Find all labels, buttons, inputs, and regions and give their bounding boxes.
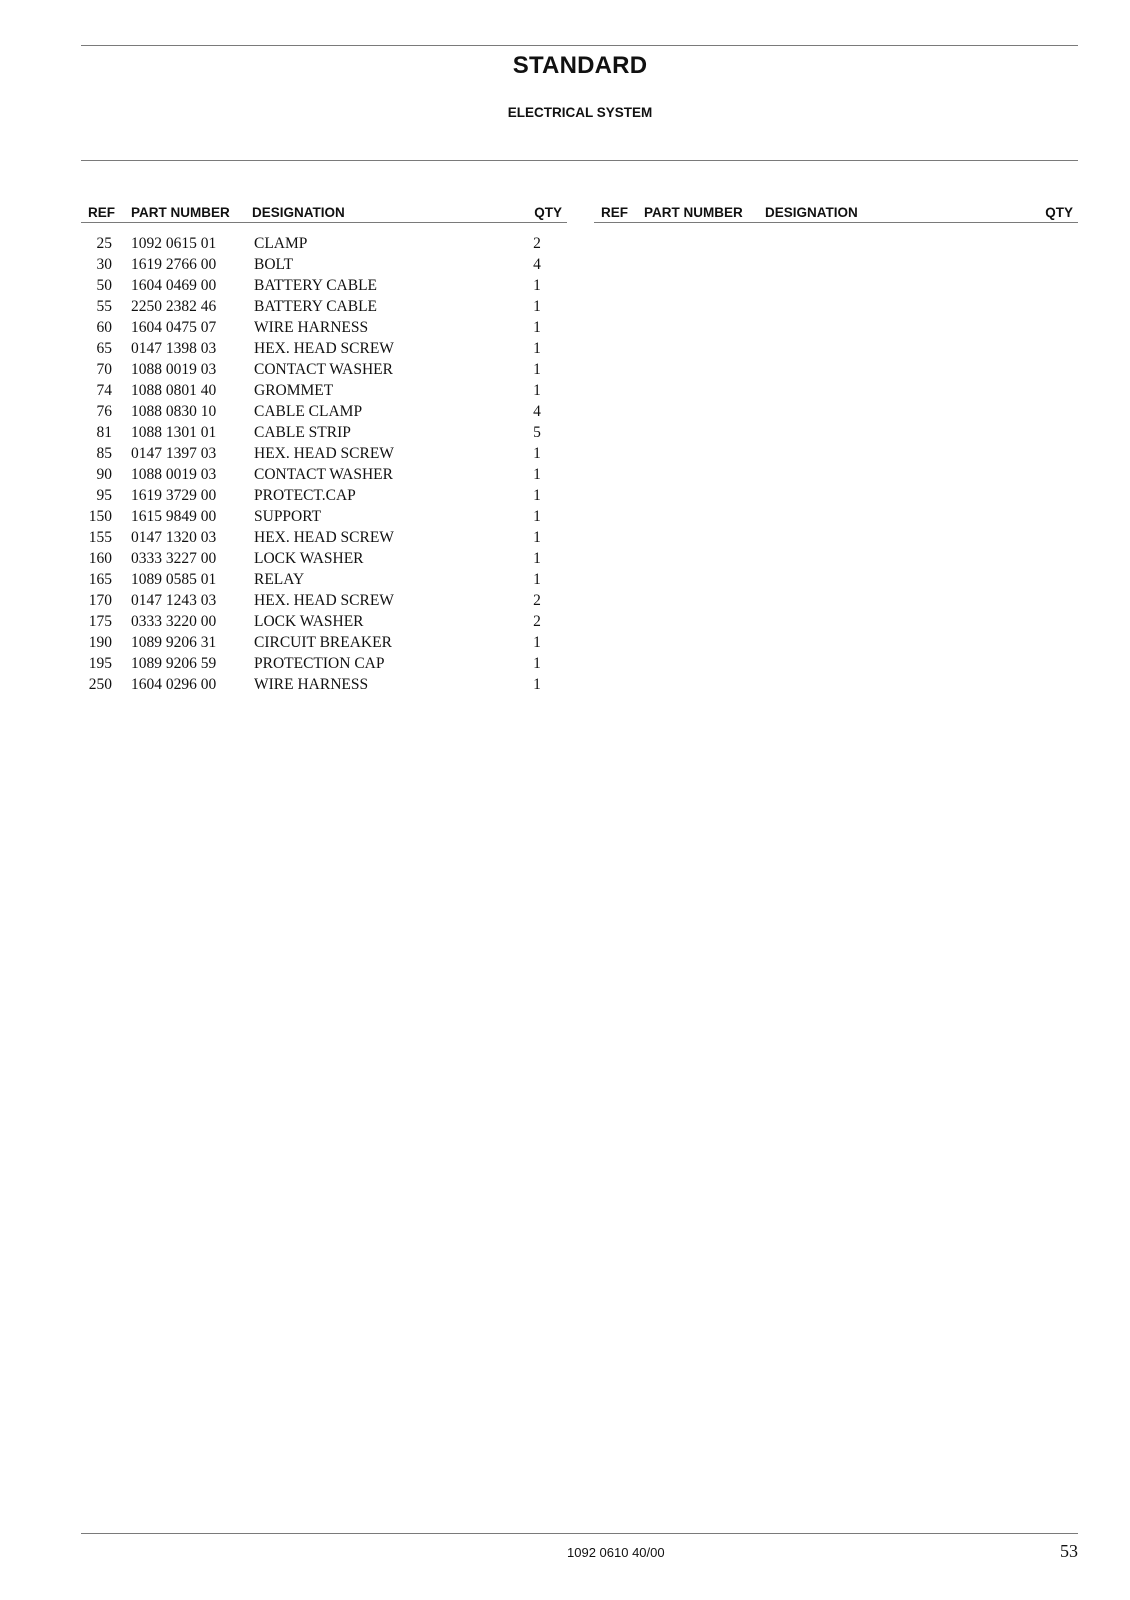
- table-row: [81, 590, 567, 611]
- cell-ref: 30: [96, 256, 112, 273]
- table-row: [81, 653, 567, 674]
- table-header: [81, 202, 567, 223]
- cell-ref: 65: [96, 340, 112, 357]
- cell-part-number: 1615 9849 00: [131, 508, 217, 525]
- cell-designation: HEX. HEAD SCREW: [254, 592, 394, 609]
- cell-part-number: 1088 0801 40: [131, 382, 217, 399]
- cell-part-number: 1089 9206 31: [131, 634, 217, 651]
- cell-ref: 81: [96, 424, 112, 441]
- table-row: [81, 485, 567, 506]
- cell-part-number: 0147 1243 03: [131, 592, 217, 609]
- col-header-qty: QTY: [534, 205, 562, 220]
- col-header-ref: REF: [88, 205, 115, 220]
- cell-part-number: 1604 0475 07: [131, 319, 217, 336]
- cell-ref: 165: [88, 571, 112, 588]
- cell-designation: CLAMP: [254, 235, 308, 252]
- cell-qty: 1: [533, 676, 541, 693]
- cell-part-number: 1088 0019 03: [131, 466, 217, 483]
- cell-qty: 1: [533, 277, 541, 294]
- cell-qty: 2: [533, 613, 541, 630]
- cell-part-number: 1619 3729 00: [131, 487, 217, 504]
- table-row: [81, 254, 567, 275]
- cell-designation: PROTECT.CAP: [254, 487, 356, 504]
- cell-part-number: 0147 1397 03: [131, 445, 217, 462]
- section-subtitle: ELECTRICAL SYSTEM: [507, 105, 653, 120]
- cell-qty: 4: [533, 403, 541, 420]
- cell-ref: 25: [96, 235, 112, 252]
- cell-ref: 175: [88, 613, 112, 630]
- table-row: [81, 317, 567, 338]
- cell-designation: PROTECTION CAP: [254, 655, 385, 672]
- cell-qty: 1: [533, 655, 541, 672]
- cell-qty: 1: [533, 550, 541, 567]
- cell-designation: BATTERY CABLE: [254, 298, 378, 315]
- cell-designation: HEX. HEAD SCREW: [254, 445, 394, 462]
- cell-qty: 4: [533, 256, 541, 273]
- footer-divider: [81, 1533, 1078, 1534]
- cell-designation: LOCK WASHER: [254, 613, 364, 630]
- cell-designation: RELAY: [254, 571, 305, 588]
- cell-ref: 150: [88, 508, 112, 525]
- col-header-qty: QTY: [1045, 205, 1073, 220]
- table-row: [81, 275, 567, 296]
- cell-designation: CONTACT WASHER: [254, 361, 393, 378]
- table-row: [81, 527, 567, 548]
- cell-part-number: 1088 0830 10: [131, 403, 217, 420]
- table-row: [81, 464, 567, 485]
- table-header: [594, 202, 1078, 223]
- cell-part-number: 2250 2382 46: [131, 298, 217, 315]
- col-header-designation: DESIGNATION: [252, 205, 345, 220]
- cell-designation: CABLE STRIP: [254, 424, 351, 441]
- parts-table-left: [81, 202, 567, 695]
- cell-designation: SUPPORT: [254, 508, 322, 525]
- cell-ref: 76: [96, 403, 112, 420]
- cell-ref: 155: [88, 529, 112, 546]
- cell-ref: 170: [88, 592, 112, 609]
- table-row: [81, 422, 567, 443]
- table-row: [81, 632, 567, 653]
- cell-part-number: 1088 1301 01: [131, 424, 217, 441]
- cell-part-number: 1619 2766 00: [131, 256, 217, 273]
- cell-designation: LOCK WASHER: [254, 550, 364, 567]
- cell-qty: 1: [533, 571, 541, 588]
- cell-ref: 90: [96, 466, 112, 483]
- cell-part-number: 1604 0469 00: [131, 277, 217, 294]
- cell-part-number: 1604 0296 00: [131, 676, 217, 693]
- table-row: [81, 380, 567, 401]
- cell-designation: BOLT: [254, 256, 294, 273]
- col-header-ref: REF: [601, 205, 628, 220]
- page-title: STANDARD: [512, 52, 648, 79]
- cell-ref: 160: [88, 550, 112, 567]
- cell-ref: 70: [96, 361, 112, 378]
- cell-qty: 1: [533, 319, 541, 336]
- cell-part-number: 1088 0019 03: [131, 361, 217, 378]
- parts-table-right: [594, 202, 1078, 223]
- table-row: [81, 611, 567, 632]
- cell-qty: 1: [533, 634, 541, 651]
- cell-ref: 85: [96, 445, 112, 462]
- table-row: [81, 338, 567, 359]
- cell-designation: BATTERY CABLE: [254, 277, 378, 294]
- cell-qty: 1: [533, 361, 541, 378]
- table-row: [81, 548, 567, 569]
- cell-ref: 55: [96, 298, 112, 315]
- cell-ref: 195: [88, 655, 112, 672]
- table-row: [81, 674, 567, 695]
- cell-designation: HEX. HEAD SCREW: [254, 340, 394, 357]
- cell-designation: GROMMET: [254, 382, 334, 399]
- cell-qty: 1: [533, 508, 541, 525]
- cell-ref: 190: [88, 634, 112, 651]
- cell-part-number: 1089 0585 01: [131, 571, 217, 588]
- cell-part-number: 1089 9206 59: [131, 655, 217, 672]
- cell-designation: CABLE CLAMP: [254, 403, 363, 420]
- cell-qty: 1: [533, 529, 541, 546]
- cell-qty: 5: [533, 424, 541, 441]
- col-header-designation: DESIGNATION: [765, 205, 858, 220]
- cell-ref: 60: [96, 319, 112, 336]
- top-divider: [81, 45, 1078, 46]
- document-number: 1092 0610 40/00: [567, 1545, 665, 1560]
- cell-ref: 95: [96, 487, 112, 504]
- cell-qty: 1: [533, 445, 541, 462]
- table-row: [81, 401, 567, 422]
- cell-designation: HEX. HEAD SCREW: [254, 529, 394, 546]
- table-row: [81, 506, 567, 527]
- cell-designation: CONTACT WASHER: [254, 466, 393, 483]
- table-row: [81, 296, 567, 317]
- cell-part-number: 0333 3220 00: [131, 613, 217, 630]
- cell-designation: WIRE HARNESS: [254, 319, 369, 336]
- cell-ref: 50: [96, 277, 112, 294]
- table-row: [81, 569, 567, 590]
- cell-qty: 1: [533, 340, 541, 357]
- table-body: [81, 233, 567, 695]
- table-row: [81, 233, 567, 254]
- col-header-part-number: PART NUMBER: [131, 205, 230, 220]
- cell-qty: 1: [533, 298, 541, 315]
- table-row: [81, 443, 567, 464]
- col-header-part-number: PART NUMBER: [644, 205, 743, 220]
- cell-qty: 1: [533, 466, 541, 483]
- cell-ref: 74: [96, 382, 112, 399]
- cell-designation: CIRCUIT BREAKER: [254, 634, 392, 651]
- cell-part-number: 1092 0615 01: [131, 235, 217, 252]
- cell-ref: 250: [88, 676, 112, 693]
- cell-qty: 1: [533, 487, 541, 504]
- header-divider: [81, 160, 1078, 161]
- cell-qty: 1: [533, 382, 541, 399]
- page-number: 53: [1060, 1541, 1078, 1561]
- cell-qty: 2: [533, 592, 541, 609]
- table-row: [81, 359, 567, 380]
- cell-designation: WIRE HARNESS: [254, 676, 369, 693]
- cell-part-number: 0147 1398 03: [131, 340, 217, 357]
- cell-part-number: 0147 1320 03: [131, 529, 217, 546]
- cell-part-number: 0333 3227 00: [131, 550, 217, 567]
- cell-qty: 2: [533, 235, 541, 252]
